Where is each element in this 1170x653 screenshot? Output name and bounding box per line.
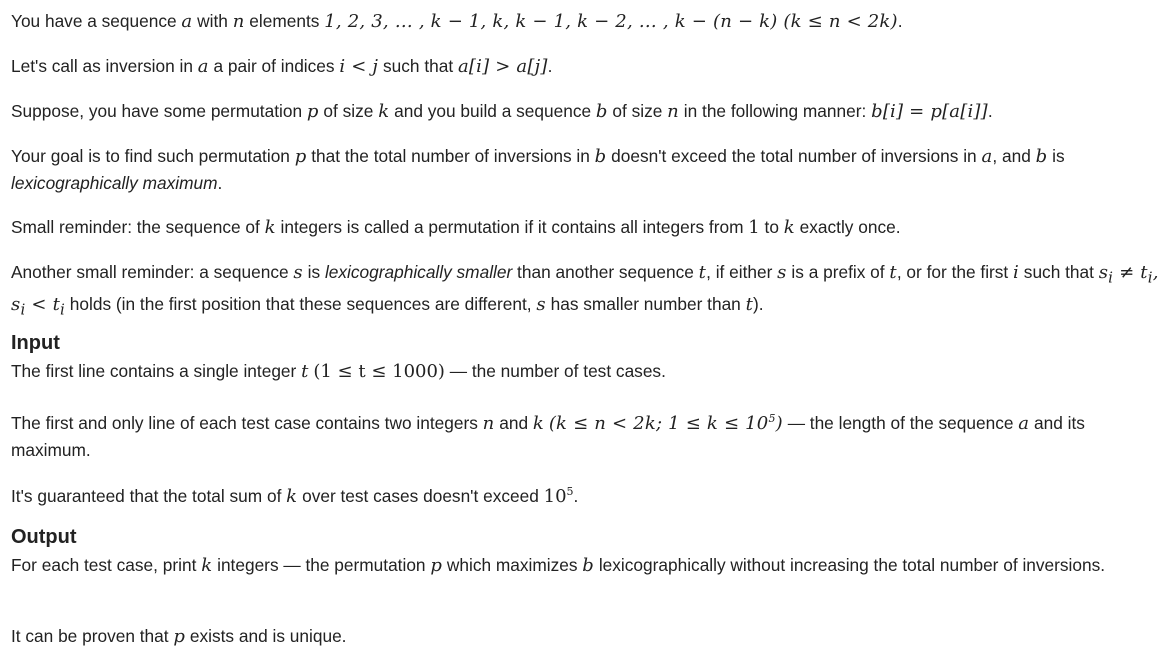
legend-paragraph-6 xyxy=(11,259,1167,322)
math: b xyxy=(582,555,595,576)
text: ). xyxy=(753,293,764,314)
text: to xyxy=(759,217,784,237)
text: and its maximum. xyxy=(11,413,1085,460)
text: It can be proven that xyxy=(11,626,174,646)
text: with xyxy=(192,11,233,31)
math-part: 10 xyxy=(543,486,567,507)
text: The first line contains a single integer xyxy=(11,361,302,381)
math: t xyxy=(745,293,754,315)
math: a xyxy=(181,11,193,32)
text: . xyxy=(987,101,993,121)
text: a pair of indices xyxy=(208,56,340,76)
math: t xyxy=(889,262,897,283)
math: b xyxy=(595,101,608,122)
math: (1 ≤ t ≤ 1000) xyxy=(313,361,445,382)
math-part: < t xyxy=(25,293,60,315)
input-heading: Input xyxy=(11,332,60,354)
legend-paragraph-4 xyxy=(11,143,1163,196)
text: , and xyxy=(992,146,1036,166)
text: holds (in the first position that these sequences are different, xyxy=(65,293,537,314)
math-subscript: i xyxy=(1108,268,1114,287)
text: Small reminder: the sequence of xyxy=(11,217,265,237)
text: integers — the permutation xyxy=(212,555,431,575)
math: i < j xyxy=(339,56,379,77)
math: a[i] > a[j] xyxy=(457,56,548,77)
math: n xyxy=(232,11,245,32)
math: t xyxy=(698,262,707,283)
math: s xyxy=(536,293,546,315)
legend-paragraph-2 xyxy=(11,53,552,80)
output-paragraph-2 xyxy=(11,623,346,650)
math: p xyxy=(173,626,186,647)
math: 1, 2, 3, … , k − 1, k, k − 1, k − 2, … , k − (n − k) (k ≤ n < 2k) xyxy=(324,11,898,32)
math: p xyxy=(294,146,307,167)
math: p xyxy=(306,101,319,122)
text: in the following manner: xyxy=(678,101,872,121)
text: It's guaranteed that the total sum of xyxy=(11,486,287,506)
text: has smaller number than xyxy=(545,293,746,314)
math xyxy=(549,413,783,434)
math-subscript: i xyxy=(60,300,65,319)
math: 1 xyxy=(748,217,760,238)
text: which maximizes xyxy=(442,555,583,575)
output-heading: Output xyxy=(11,526,77,548)
math: p xyxy=(430,555,443,576)
text: — the length of the sequence xyxy=(782,413,1019,433)
math: k xyxy=(286,486,298,507)
text: is a prefix of xyxy=(786,262,890,282)
text: . xyxy=(897,11,903,31)
math-subscript: i xyxy=(1147,268,1153,287)
text: . xyxy=(547,56,553,76)
math: a xyxy=(197,56,209,77)
text: Let's call as inversion in xyxy=(11,56,198,76)
math: a xyxy=(1018,413,1030,434)
math-part: s xyxy=(1098,262,1109,283)
output-paragraph-1 xyxy=(11,552,1121,579)
text: is xyxy=(1047,146,1065,166)
text: than another sequence xyxy=(512,262,699,282)
math: k xyxy=(378,101,390,122)
legend-paragraph-5 xyxy=(11,214,901,241)
text: Suppose, you have some permutation xyxy=(11,101,307,121)
text: is xyxy=(302,262,325,282)
text: lexicographically without increasing the total number of inversions. xyxy=(594,555,1106,575)
text: The first and only line of each test case contains two integers xyxy=(11,413,483,433)
text: . xyxy=(573,486,579,506)
text: exists and is unique. xyxy=(185,626,347,646)
math-part: (k ≤ n < 2k; 1 ≤ k ≤ 10 xyxy=(548,413,769,434)
math: s xyxy=(293,262,303,283)
text: You have a sequence xyxy=(11,11,182,31)
math: k xyxy=(532,413,544,434)
text: — the number of test cases. xyxy=(444,361,666,381)
math: b xyxy=(594,146,607,167)
text: Another small reminder: a sequence xyxy=(11,262,294,282)
text: elements xyxy=(244,11,325,31)
text: exactly once. xyxy=(794,217,901,237)
math: b[i] = p[a[i]] xyxy=(871,101,988,122)
text: integers is called a permutation if it contains all integers from xyxy=(275,217,749,237)
text: , if either xyxy=(706,262,778,282)
math: n xyxy=(482,413,495,434)
text: of size xyxy=(607,101,668,121)
math: i xyxy=(1013,262,1019,283)
math-part: ) xyxy=(775,413,783,434)
math: k xyxy=(264,217,276,238)
input-paragraph-3 xyxy=(11,479,578,510)
math xyxy=(544,486,574,507)
text: such that xyxy=(1019,262,1099,282)
text: of size xyxy=(318,101,379,121)
math: s xyxy=(777,262,787,283)
text: over test cases doesn't exceed xyxy=(297,486,544,506)
math-part: ≠ t xyxy=(1113,262,1148,283)
legend-paragraph-3 xyxy=(11,98,993,125)
text: and you build a sequence xyxy=(389,101,596,121)
input-paragraph-2 xyxy=(11,406,1167,463)
math-subscript: i xyxy=(20,300,26,319)
math-part: , s xyxy=(11,262,1159,315)
legend-paragraph-1 xyxy=(11,8,903,35)
text: Your goal is to find such permutation xyxy=(11,146,295,166)
math: t xyxy=(301,361,309,382)
text: For each test case, print xyxy=(11,555,202,575)
text: , or for the first xyxy=(896,262,1014,282)
text: such that xyxy=(378,56,458,76)
text: and xyxy=(494,413,533,433)
math: n xyxy=(667,101,679,122)
math: k xyxy=(783,217,795,238)
math: b xyxy=(1035,146,1048,167)
input-paragraph-1 xyxy=(11,358,666,385)
math-superscript: 5 xyxy=(566,485,574,498)
emphasis-text: lexicographically smaller xyxy=(324,262,513,282)
text: that the total number of inversions in xyxy=(306,146,595,166)
math: k xyxy=(201,555,213,576)
text: doesn't exceed the total number of inversions in xyxy=(606,146,982,166)
math: a xyxy=(981,146,993,167)
text: . xyxy=(217,173,223,193)
emphasis-text: lexicographically maximum xyxy=(11,173,218,193)
math-superscript: 5 xyxy=(768,412,776,425)
